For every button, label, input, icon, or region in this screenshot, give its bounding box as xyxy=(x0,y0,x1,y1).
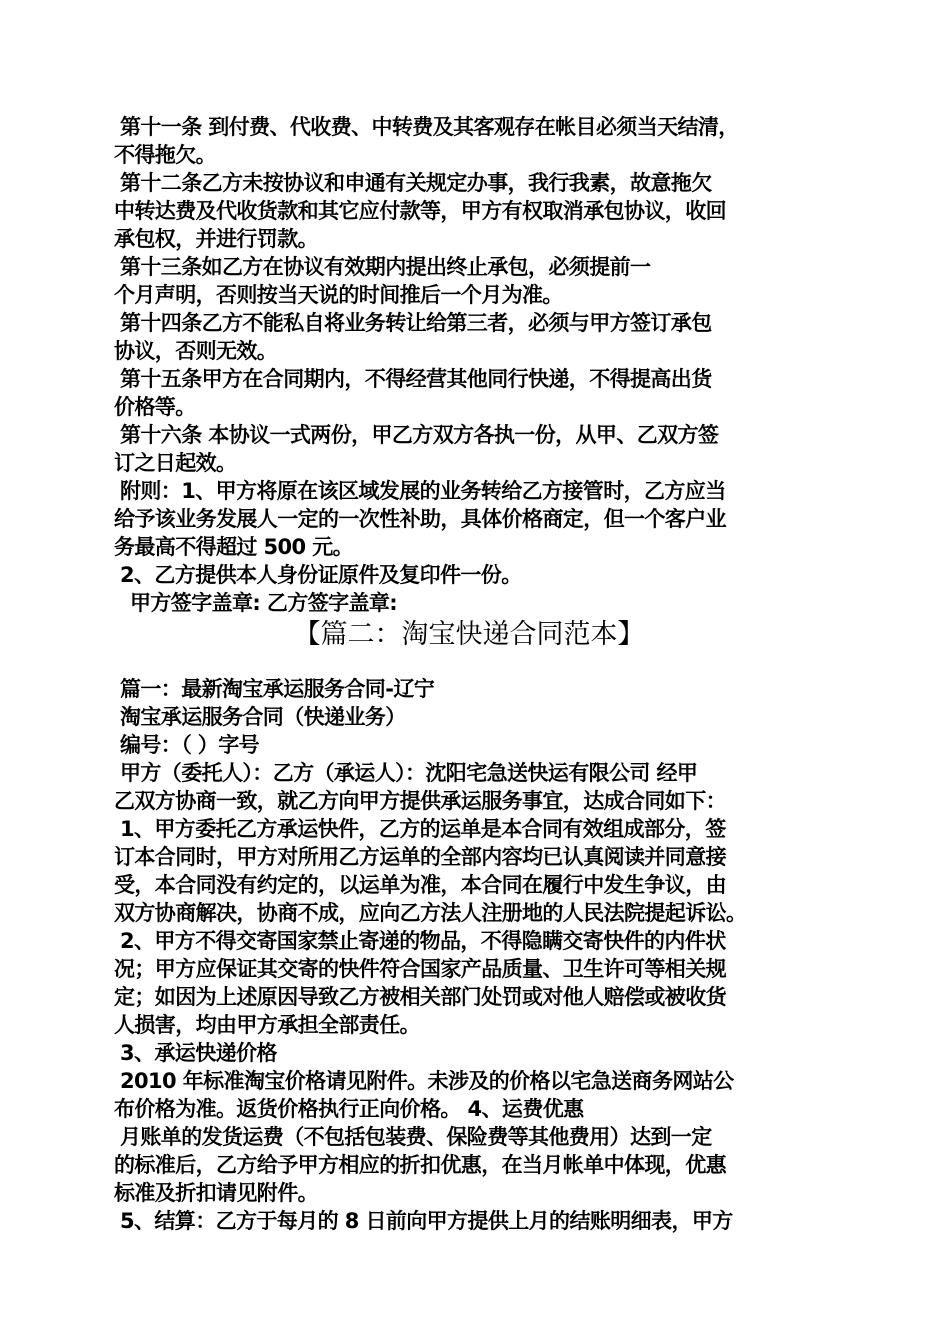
text-line: 2、甲方不得交寄国家禁止寄递的物品，不得隐瞒交寄快件的内件状 xyxy=(120,929,726,953)
spacer xyxy=(114,657,844,675)
text-line: 个月声明，否则按当天说的时间推后一个月为准。 xyxy=(114,283,563,307)
document-body xyxy=(114,113,844,1235)
text-line: 甲方（委托人）：乙方（承运人）：沈阳宅急送快运有限公司 经甲 xyxy=(120,761,698,785)
text-line: 协议，否则无效。 xyxy=(114,339,278,363)
text-line: 5、结算：乙方于每月的 8 日前向甲方提供上月的结账明细表，甲方 xyxy=(120,1209,733,1233)
text-line: 受，本合同没有约定的，以运单为准，本合同在履行中发生争议，由 xyxy=(114,873,726,897)
text-line: 淘宝承运服务合同（快递业务） xyxy=(120,705,406,729)
text-line: 布价格为准。返货价格执行正向价格。 4、运费优惠 xyxy=(114,1097,584,1121)
text-line: 给予该业务发展人一定的一次性补助，具体价格商定，但一个客户业 xyxy=(114,507,726,531)
text-line: 乙双方协商一致，就乙方向甲方提供承运服务事宜，达成合同如下： xyxy=(114,789,726,813)
text-line: 3、承运快递价格 xyxy=(120,1041,277,1065)
text-line: 篇一：最新淘宝承运服务合同-辽宁 xyxy=(120,677,435,701)
text-line: 第十五条甲方在合同期内，不得经营其他同行快递，不得提高出货 xyxy=(120,367,712,391)
text-line: 1、甲方委托乙方承运快件，乙方的运单是本合同有效组成部分，签 xyxy=(120,817,726,841)
text-line: 人损害，均由甲方承担全部责任。 xyxy=(114,1013,420,1037)
text-line: 第十二条乙方未按协议和申通有关规定办事，我行我素，故意拖欠 xyxy=(120,171,712,195)
text-line: 况；甲方应保证其交寄的快件符合国家产品质量、卫生许可等相关规 xyxy=(114,957,726,981)
section-heading: 【篇二：淘宝快递合同范本】 xyxy=(293,619,645,650)
text-line: 2010 年标准淘宝价格请见附件。未涉及的价格以宅急送商务网站公 xyxy=(120,1069,734,1093)
text-line: 附则：1、甲方将原在该区域发展的业务转给乙方接管时，乙方应当 xyxy=(120,479,726,503)
text-line: 的标准后，乙方给予甲方相应的折扣优惠，在当月帐单中体现，优惠 xyxy=(114,1153,726,1177)
text-line: 第十三条如乙方在协议有效期内提出终止承包，必须提前一 xyxy=(120,255,651,279)
text-line: 2、乙方提供本人身份证原件及复印件一份。 xyxy=(120,563,522,587)
text-line: 订之日起效。 xyxy=(114,451,237,475)
text-line: 价格等。 xyxy=(114,395,196,419)
text-line: 不得拖欠。 xyxy=(114,143,216,167)
text-line: 务最高不得超过 500 元。 xyxy=(114,535,354,559)
text-line: 双方协商解决，协商不成，应向乙方法人注册地的人民法院提起诉讼。 xyxy=(114,901,747,925)
text-line: 中转达费及代收货款和其它应付款等，甲方有权取消承包协议，收回 xyxy=(114,199,726,223)
signature-line: 甲方签字盖章: 乙方签字盖章: xyxy=(130,591,398,615)
text-line: 月账单的发货运费（不包括包装费、保险费等其他费用）达到一定 xyxy=(120,1125,712,1149)
text-line: 订本合同时，甲方对所用乙方运单的全部内容均已认真阅读并同意接 xyxy=(114,845,726,869)
text-line: 第十四条乙方不能私自将业务转让给第三者，必须与甲方签订承包 xyxy=(120,311,712,335)
text-line: 编号：（ ）字号 xyxy=(120,733,260,757)
text-line: 承包权，并进行罚款。 xyxy=(114,227,318,251)
text-line: 第十六条 本协议一式两份，甲乙方双方各执一份，从甲、乙双方签 xyxy=(120,423,719,447)
text-line: 标准及折扣请见附件。 xyxy=(114,1181,318,1205)
text-line: 定；如因为上述原因导致乙方被相关部门处罚或对他人赔偿或被收货 xyxy=(114,985,726,1009)
text-line: 第十一条 到付费、代收费、中转费及其客观存在帐目必须当天结清， xyxy=(120,115,739,139)
